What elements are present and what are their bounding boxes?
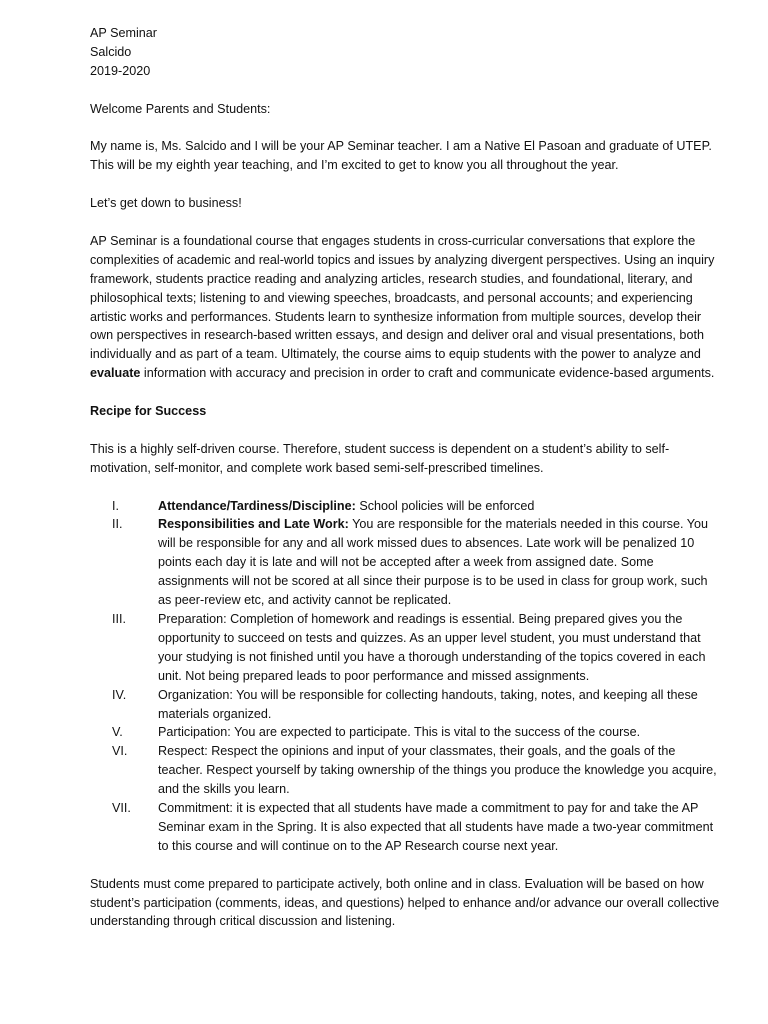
list-item [90, 723, 722, 742]
expectations-list [90, 497, 722, 856]
list-item-number: II. [112, 517, 123, 532]
intro-paragraph: My name is, Ms. Salcido and I will be your AP Seminar teacher. I am a Native El Pasoan and graduate of UTEP. This will be my eighth year teaching, and I’m excited to get to know you all throughout the year. [90, 139, 712, 173]
list-item [90, 610, 722, 686]
recipe-intro: This is a highly self-driven course. Therefore, student success is dependent on a student’s ability to self-motivation, self-monitor, and complete work based semi-self-prescribed timelines. [90, 441, 670, 475]
list-item [90, 686, 722, 724]
list-item-number: IV. [112, 687, 127, 702]
list-item-text: Preparation: Completion of homework and readings is essential. Being prepared gives you the opportunity to succeed on tests and quizzes. As an upper level student, you must understand that your studying is not finished until you have a thorough understanding of the topics covered in each unit. Not being prepared leads to poor performance and missed assignments. [158, 611, 706, 683]
business-line: Let’s get down to business! [90, 196, 242, 211]
list-item-text: Participation: You are expected to participate. This is vital to the success of the course. [158, 725, 641, 740]
list-item-number: VII. [112, 801, 131, 816]
closing-paragraph: Students must come prepared to participate actively, both online and in class. Evaluation will be based on how student’s participation (comments, ideas, and questions) helped to enhance and/or advance our overall collective understanding through critical discussion and listening. [90, 876, 720, 929]
list-item-number: VI. [112, 744, 128, 759]
teacher-name: Salcido [90, 44, 132, 59]
description-bold-word: evaluate [90, 366, 141, 381]
description-text-end: information with accuracy and precision in order to craft and communicate evidence-based arguments. [140, 366, 715, 381]
recipe-heading: Recipe for Success [90, 404, 207, 419]
list-item-text: Organization: You will be responsible for collecting handouts, taking, notes, and keeping all these materials organized. [158, 687, 698, 721]
list-item [90, 515, 722, 610]
list-item-text: Respect: Respect the opinions and input of your classmates, their goals, and the goals of the teacher. Respect yourself by taking ownership of the things you produce the knowledge you acquire, and the skills you learn. [158, 744, 717, 797]
course-name: AP Seminar [90, 26, 157, 40]
list-item-number: III. [112, 611, 126, 626]
list-item [90, 742, 722, 799]
school-year: 2019-2020 [90, 63, 151, 78]
list-item-text: You are responsible for the materials needed in this course. You will be responsible for any and all work missed dues to absences. Late work will be penalized 10 points each day it is late and will not be accepted after a week from assigned date. Some assignments will not be scored at all since their purpose is to be used in class for group work, such as peer-review etc, and activity cannot be replicated. [158, 517, 708, 608]
description-text: AP Seminar is a foundational course that engages students in cross-curricular conversations that explore the complexities of academic and real-world topics and issues by analyzing divergent perspectives. Using an inquiry framework, students practice reading and analyzing articles, research studies, and foundational, literary, and philosophical texts; listening to and viewing speeches, broadcasts, and personal accounts; and experiencing artistic works and performances. Students learn to synthesize information from multiple sources, develop their own perspectives in research-based written essays, and design and deliver oral and visual presentations, both individually and as part of a team. Ultimately, the course aims to equip students with the power to analyze and [90, 233, 715, 362]
list-item [90, 497, 722, 516]
course-description [90, 232, 722, 383]
greeting: Welcome Parents and Students: [90, 101, 271, 116]
list-item-text: Commitment: it is expected that all students have made a commitment to pay for and take the AP Seminar exam in the Spring. It is also expected that all students have made a two-year commitment to this course and will continue on to the AP Research course next year. [158, 801, 714, 853]
list-item [90, 799, 722, 856]
list-item-number: I. [112, 498, 119, 513]
list-item-text: School policies will be enforced [355, 498, 535, 513]
list-item-number: V. [112, 725, 123, 740]
list-item-bold: Attendance/Tardiness/Discipline: [158, 498, 356, 513]
list-item-bold: Responsibilities and Late Work: [158, 517, 349, 532]
